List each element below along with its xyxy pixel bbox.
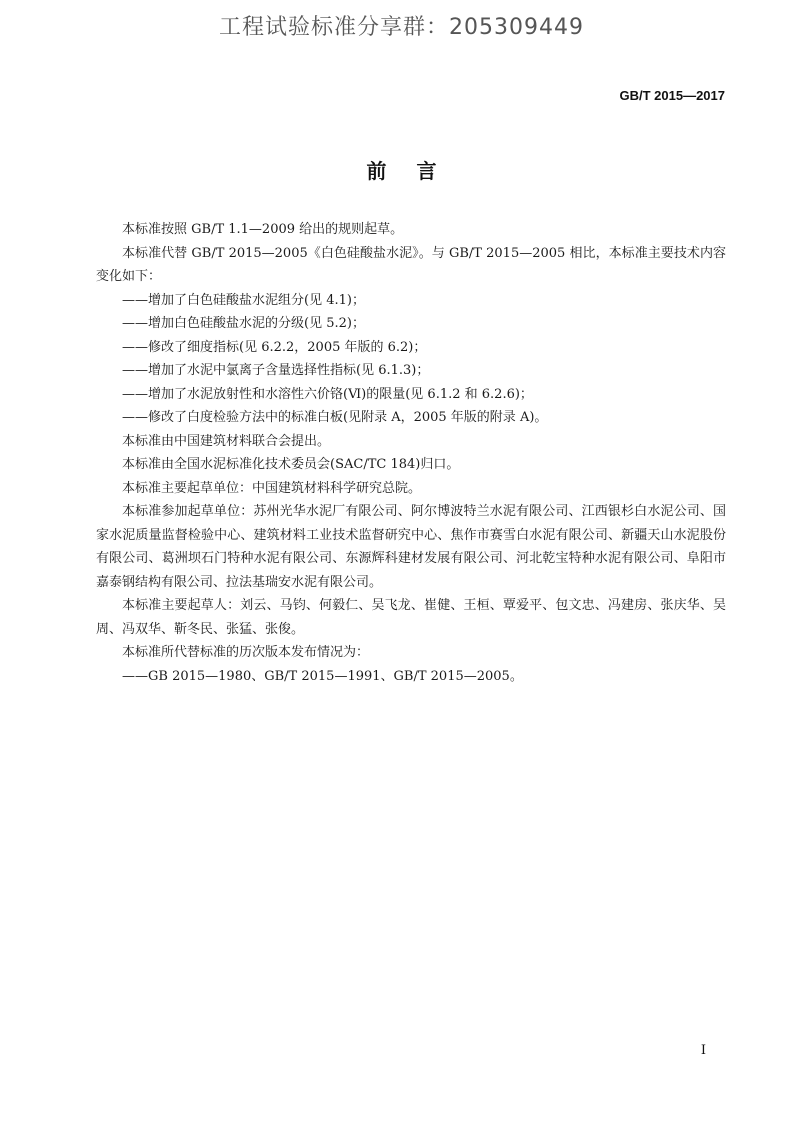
watermark-text: 工程试验标准分享群：205309449	[219, 15, 584, 40]
paragraph-history-intro: 本标准所代替标准的历次版本发布情况为：	[122, 645, 370, 660]
paragraph-centralized-by: 本标准由全国水泥标准化技术委员会(SAC/TC 184)归口。	[122, 457, 460, 472]
page-number: I	[700, 1043, 706, 1058]
list-item-change: ——修改了细度指标(见 6.2.2，2005 年版的 6.2)；	[122, 339, 427, 355]
paragraph-proposed-by: 本标准由中国建筑材料联合会提出。	[122, 433, 331, 449]
list-item-history: ——GB 2015—1980、GB/T 2015—1991、GB/T 2015—2005。	[122, 668, 523, 684]
paragraph-replacement: 本标准代替 GB/T 2015—2005《白色硅酸盐水泥》。与 GB/T 2015—2005 相比，本标准主要技术内容变化如下：	[96, 245, 726, 284]
paragraph-drafting-rules: 本标准按照 GB/T 1.1—2009 给出的规则起草。	[122, 222, 404, 237]
preface-body	[96, 218, 726, 688]
paragraph-main-drafters: 本标准主要起草人：刘云、马钧、何毅仁、吴飞龙、崔健、王桓、覃爱平、包文忠、冯建房、张庆华、吴周、冯双华、靳冬民、张猛、张俊。	[96, 598, 726, 637]
paragraph-participating-units: 本标准参加起草单位：苏州光华水泥厂有限公司、阿尔博波特兰水泥有限公司、江西银杉白水泥公司、国家水泥质量监督检验中心、建筑材料工业技术监督研究中心、焦作市赛雪白水泥有限公司、新疆天山水泥股份有限公司、葛洲坝石门特种水泥有限公司、东源辉科建材发展有限公司、河北乾宝特种水泥有限公司、阜阳市嘉泰钢结构有限公司、拉法基瑞安水泥有限公司。	[96, 504, 726, 590]
list-item-change: ——增加了水泥中氯离子含量选择性指标(见 6.1.3)；	[122, 363, 430, 378]
list-item-change: ——增加了水泥放射性和水溶性六价铬(Ⅵ)的限量(见 6.1.2 和 6.2.6)；	[122, 386, 533, 402]
list-item-change: ——增加了白色硅酸盐水泥组分(见 4.1)；	[122, 292, 365, 308]
page-title: 前言	[366, 159, 467, 183]
standard-number: GB/T 2015—2017	[619, 88, 725, 103]
list-item-change: ——增加白色硅酸盐水泥的分级(见 5.2)；	[122, 316, 365, 331]
paragraph-main-drafting-unit: 本标准主要起草单位：中国建筑材料科学研究总院。	[122, 480, 422, 496]
list-item-change: ——修改了白度检验方法中的标准白板(见附录 A，2005 年版的附录 A)。	[122, 410, 548, 425]
